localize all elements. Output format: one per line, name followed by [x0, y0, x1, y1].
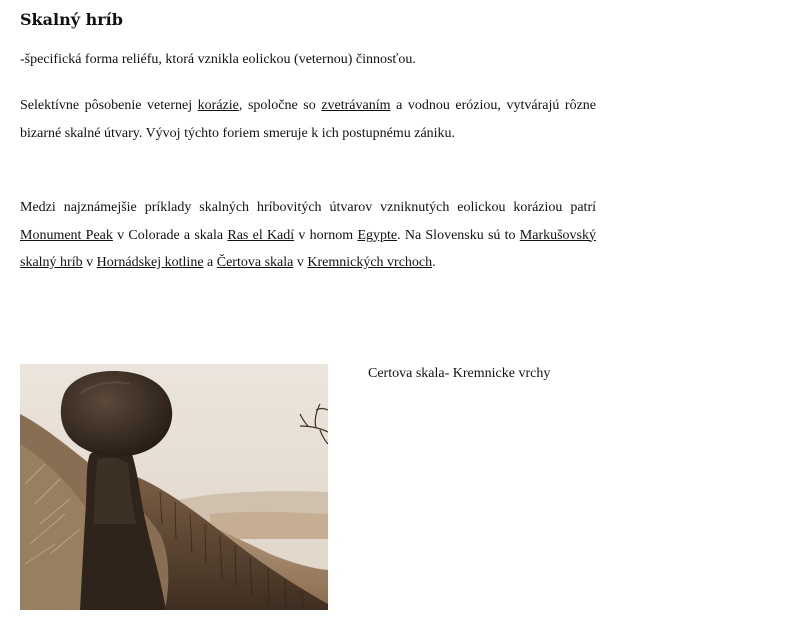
- link-monument-peak[interactable]: Monument Peak: [20, 227, 113, 243]
- paragraph-selective-action: [20, 92, 596, 147]
- link-hornadskej-kotline[interactable]: Hornádskej kotline: [96, 255, 204, 270]
- text-fragment: v: [82, 255, 97, 270]
- text-fragment: Selektívne pôsobenie veternej: [20, 98, 198, 113]
- intro-paragraph: -špecifická forma reliéfu, ktorá vznikla eolickou (veternou) činnosťou.: [20, 52, 416, 67]
- paragraph-examples: [20, 194, 596, 277]
- text-fragment: v hornom: [294, 227, 358, 243]
- text-fragment: a: [203, 255, 217, 270]
- text-fragment: .: [432, 255, 436, 270]
- text-fragment: v: [293, 255, 308, 270]
- text-fragment: Medzi najznámejšie príklady skalných hríbovitých útvarov vzniknutých eolickou koráziou patrí: [20, 200, 596, 215]
- rock-photo: [20, 364, 328, 610]
- link-zvetravanim[interactable]: zvetrávaním: [321, 98, 391, 113]
- link-kremnickych-vrchoch[interactable]: Kremnických vrchoch: [307, 255, 433, 270]
- link-ras-el-kadi[interactable]: Ras el Kadí: [227, 227, 295, 243]
- link-egypte[interactable]: Egypte: [357, 227, 398, 243]
- link-markusovsky-skalny-hrib[interactable]: Markušovský skalný hríb: [20, 227, 597, 270]
- text-fragment: , spoločne so: [238, 98, 322, 113]
- article-title: Skalný hríb: [20, 10, 123, 29]
- text-fragment: a vodnou eróziou, vytvárajú rôzne bizarné skalné útvary. Vývoj týchto foriem smeruje k ich postupnému zániku.: [20, 98, 597, 141]
- text-fragment: v Colorade a skala: [112, 227, 228, 243]
- photo-caption: Certova skala- Kremnicke vrchy: [368, 366, 551, 381]
- link-korazie[interactable]: korázie: [197, 98, 239, 113]
- link-certova-skala[interactable]: Čertova skala: [216, 255, 294, 270]
- rock-photo-image: [20, 364, 328, 610]
- text-fragment: . Na Slovensku sú to: [397, 227, 520, 243]
